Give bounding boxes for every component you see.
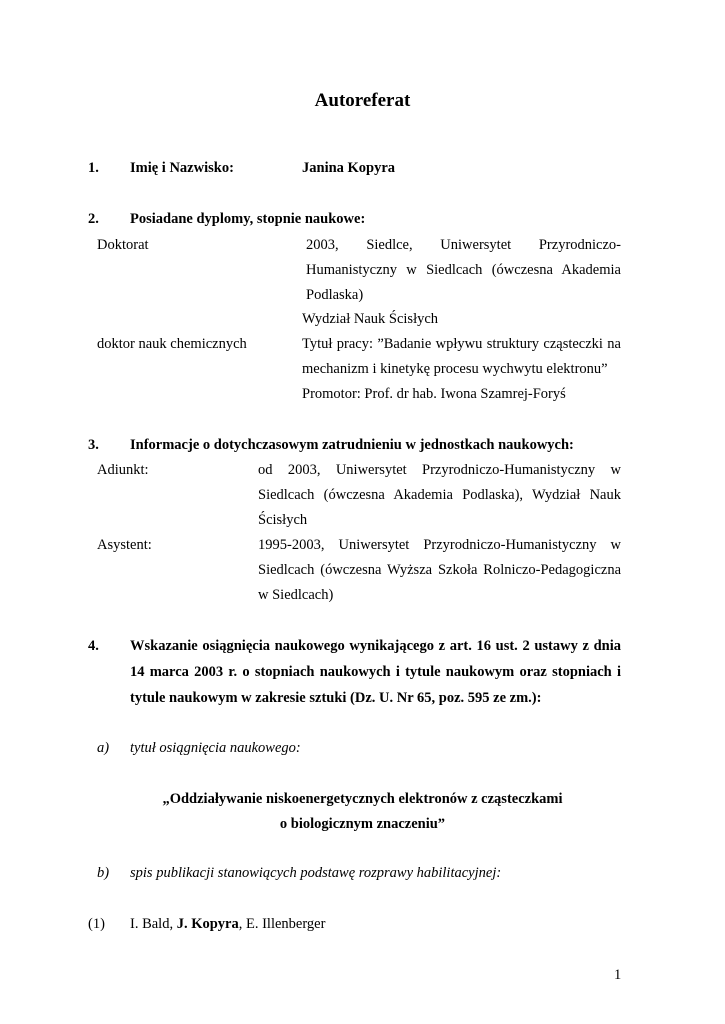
item-b-label: spis publikacji stanowiących podstawę rozprawy habilitacyjnej: (130, 865, 502, 881)
doktorat-details (306, 238, 621, 313)
publication-authors (130, 917, 325, 932)
publication-number: (1) (88, 916, 105, 932)
promotor-text: Promotor: Prof. dr hab. Iwona Szamrej-Foryś (302, 386, 566, 402)
adiunkt-details (258, 463, 621, 538)
wydzial-text: Wydział Nauk Ścisłych (302, 311, 439, 327)
item-a-marker: a) (97, 740, 110, 756)
section-4-number: 4. (88, 638, 99, 654)
section-2-number: 2. (88, 211, 99, 227)
page-number: 1 (614, 967, 622, 983)
achievement-title-line-1: „Oddziaływanie niskoenergetycznych elektronów z cząsteczkami (162, 791, 563, 807)
page-title: Autoreferat (314, 90, 411, 111)
adiunkt-line: od 2003, Uniwersytet Przyrodniczo-Humanistyczny w (258, 462, 621, 478)
asystent-label: Asystent: (97, 537, 152, 553)
asystent-line: w Siedlcach) (258, 587, 334, 603)
doktorat-label: Doktorat (97, 237, 149, 253)
item-b-marker: b) (97, 865, 110, 881)
adiunkt-line: Ścisłych (258, 512, 308, 528)
author-bald: I. Bald, (130, 916, 177, 932)
adiunkt-line: Siedlcach (ówczesna Akademia Podlaska), Wydział Nauk (258, 487, 621, 503)
author-kopyra: J. Kopyra (176, 916, 239, 932)
doktorat-line: 2003, Siedlce, Uniwersytet Przyrodniczo- (306, 237, 621, 253)
section-4-line: tytule naukowym w zakresie sztuki (Dz. U. Nr 65, poz. 595 ze zm.): (130, 690, 542, 706)
degree-label: doktor nauk chemicznych (97, 336, 247, 352)
section-1-label: Imię i Nazwisko: (130, 160, 234, 176)
thesis-line: mechanizm i kinetykę procesu wychwytu elektronu” (302, 361, 608, 377)
author-illenberger: , E. Illenberger (238, 916, 326, 932)
doktorat-line: Humanistyczny w Siedlcach (ówczesna Akademia (306, 262, 621, 278)
section-4-text (130, 639, 621, 716)
item-a-label: tytuł osiągnięcia naukowego: (130, 740, 301, 756)
section-2-label: Posiadane dyplomy, stopnie naukowe: (130, 211, 366, 227)
thesis-line: Tytuł pracy: ”Badanie wpływu struktury cząsteczki na (302, 336, 621, 352)
section-4-line: 14 marca 2003 r. o stopniach naukowych i tytule naukowym oraz stopniach i (130, 664, 621, 680)
adiunkt-label: Adiunkt: (97, 462, 149, 478)
section-1-name: Janina Kopyra (302, 160, 396, 176)
asystent-details (258, 538, 621, 613)
section-1-number: 1. (88, 160, 99, 176)
section-3-number: 3. (88, 437, 99, 453)
achievement-title-line-2: o biologicznym znaczeniu” (279, 816, 446, 832)
asystent-line: Siedlcach (ówczesna Wyższa Szkoła Rolniczo-Pedagogiczna (258, 562, 621, 578)
section-4-line: Wskazanie osiągnięcia naukowego wynikającego z art. 16 ust. 2 ustawy z dnia (130, 638, 621, 654)
thesis-title (302, 337, 621, 387)
asystent-line: 1995-2003, Uniwersytet Przyrodniczo-Humanistyczny w (258, 537, 621, 553)
doktorat-line: Podlaska) (306, 287, 364, 303)
section-3-label: Informacje o dotychczasowym zatrudnieniu w jednostkach naukowych: (130, 437, 574, 453)
